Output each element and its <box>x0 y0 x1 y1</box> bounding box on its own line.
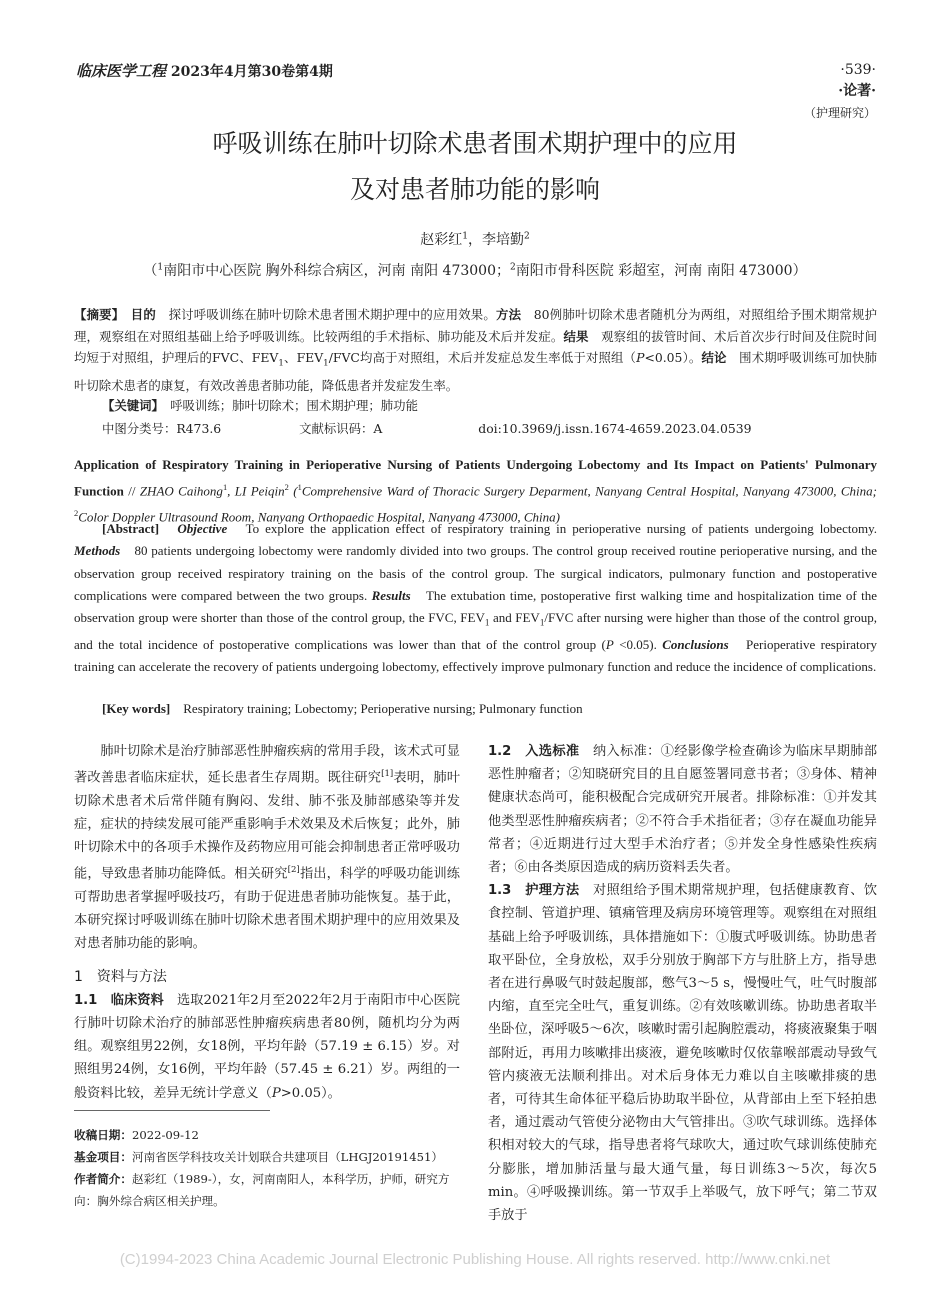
received-label: 收稿日期： <box>74 1128 132 1142</box>
article-title-line1: 呼吸训练在肺叶切除术患者围术期护理中的应用 <box>212 129 738 158</box>
intro-text: 肺叶切除术是治疗肺部恶性肿瘤疾病的常用手段，该术式可显著改善患者临床症状，延长患者生存周期。既往研究 <box>74 744 460 786</box>
english-keywords-text: Respiratory training; Lobectomy; Perioperative nursing; Pulmonary function <box>183 701 583 716</box>
english-conclusion: Perioperative respiratory training can accelerate the recovery of patients undergoing lobectomy, effectively improve pulmonary function and reduce the incidence of complications. <box>74 637 877 675</box>
affil-1: 南阳市中心医院 胸外科综合病区，河南 南阳 473000； <box>163 263 510 279</box>
english-methods: 80 patients undergoing lobectomy were randomly divided into two groups. The control group received routine perioperative nursing, and the observation group received respiratory training on the basis of the control group. The surgical indicators, pulmonary function and postoperative complications were compared between the two groups. <box>74 543 877 603</box>
keywords-text: 呼吸训练；肺叶切除术；围术期护理；肺功能 <box>170 398 418 413</box>
author-sup: 1 <box>462 231 468 242</box>
article-title-line2: 及对患者肺功能的影响 <box>349 175 600 204</box>
doc-code-label: 文献标识码： <box>299 421 374 436</box>
english-affil-sup: 2 <box>74 508 79 519</box>
english-author-sup: 1 <box>222 482 228 492</box>
abstract-cn <box>74 304 877 396</box>
received-date: 2022-09-12 <box>131 1128 199 1142</box>
english-affil-open: ( <box>288 483 298 499</box>
p-symbol: P <box>605 637 614 653</box>
subsection-label: 1.2 入选标准 <box>488 744 580 759</box>
doi: doi:10.3969/j.issn.1674-4659.2023.04.0539 <box>478 421 752 436</box>
section-1-3 <box>488 879 877 1227</box>
author-sup: 2 <box>524 231 530 242</box>
english-author-sup: 2 <box>284 482 289 492</box>
subsection-text: 纳入标准：①经影像学检查确诊为临床早期肺部恶性肿瘤者；②知晓研究目的且自愿签署同意书者；③身体、精神健康状态尚可，能积极配合完成研究开展者。排除标准：①并发其他类型恶性肿瘤疾病者；②不符合手术指征者；③存在凝血功能异常者；④近期进行过大型手术治疗者；⑤并发全身性感染性疾病者；⑥由各类原因造成的病历资料丢失者。 <box>488 744 878 876</box>
english-results: and FEV <box>489 610 540 626</box>
subsection-label: 1.1 临床资料 <box>74 992 164 1008</box>
english-keywords-label: [Key words] <box>102 701 171 716</box>
page-number: ·539· <box>840 62 876 78</box>
results-text: 、FEV <box>283 350 324 365</box>
affiliations <box>0 260 950 280</box>
fund-text: 河南省医学科技攻关计划联合共建项目（LHGJ20191451） <box>131 1150 443 1164</box>
author-name: 赵彩红 <box>420 232 463 248</box>
english-objective-label: Objective <box>177 521 228 536</box>
subsection-text: 对照组给予围术期常规护理，包括健康教育、饮食控制、管道护理、镇痛管理及病房环境管理等。观察组在对照组基础上给予呼吸训练，具体措施如下：①腹式呼吸训练。协助患者取平卧位，全身放松，双手分别放于胸部下方与肚脐上方，指导患者在进行鼻吸气时鼓起腹部，憋气3～5 s，慢慢吐气，吐气时腹部内缩，直至完全吐气，重复训练。②有效咳嗽训练。协助患者取半坐卧位，深呼吸5～6次，咳嗽时需引起胸腔震动，将痰液聚集于咽部附近，再用力咳嗽排出痰液，避免咳嗽时仅依靠喉部震动导致气管内痰液无法顺利排出。对术后身体无力难以自主咳嗽排痰的患者，可待其生命体征平稳后协助取半卧位，从背部由上至下轻拍患者，通过震动气管使分泌物由大气管排出。③吹气球训练。选择体积相对较大的气球，指导患者将气球吹大，通过吹气球训练使肺充分膨胀，增加肺活量与最大通气量，每日训练3～5次，每次5 min。④呼吸操训练。第一节双手上举吸气，放下呼气；第二节双手放于 <box>488 883 878 1224</box>
results-label: 结果 <box>563 328 589 344</box>
methods-text: 80例肺叶切除术患者随机分为两组，对照组给予围术期常规护理，观察组在对照组基础上给予呼吸训练。比较两组的手术指标、肺功能及术后并发症。 <box>74 307 877 344</box>
journal-header <box>76 60 333 81</box>
english-author: , LI Peiqin <box>227 483 285 499</box>
author-bio: 赵彩红（1989-），女，河南南阳人，本科学历，护师，研究方向：胸外综合病区相关护理。 <box>74 1172 450 1208</box>
english-affil: Comprehensive Ward of Thoracic Surgery Deparment, Nanyang Central Hospital, Nanyang 473000, China; <box>301 483 877 499</box>
fund-label: 基金项目： <box>74 1150 132 1164</box>
right-column <box>488 740 877 1227</box>
objective-label: 目的 <box>130 307 156 322</box>
english-title: Application of Respiratory Training in Perioperative Nursing of Patients Undergoing Lobectomy and Its Impact on Patients' Pulmonary Function <box>74 457 877 499</box>
abstract-label: 【摘要】 <box>74 307 119 322</box>
doc-code-value: A <box>373 421 383 436</box>
keywords-cn <box>102 396 418 414</box>
results-text: 观察组的拔管时间、术后首次步行时间及住院时间均短于对照组，护理后的FVC、FEV <box>74 328 878 365</box>
p-symbol: P <box>636 350 645 365</box>
p-symbol: P <box>271 1085 281 1101</box>
citation: [2] <box>287 865 300 876</box>
results-text: <0.05）。 <box>644 350 702 365</box>
clc-label: 中图分类号： <box>102 421 177 436</box>
objective-text: 探讨呼吸训练在肺叶切除术患者围术期护理中的应用效果。 <box>168 307 496 322</box>
english-keywords <box>102 698 583 717</box>
keywords-label: 【关键词】 <box>102 398 158 413</box>
subscript: 1 <box>323 358 329 369</box>
affil-sup: 1 <box>157 262 164 273</box>
english-affil: Color Doppler Ultrasound Room, Nanyang Orthopaedic Hospital, Nanyang 473000, China) <box>78 509 560 525</box>
section-1-1 <box>74 989 460 1105</box>
clc-value: R473.6 <box>176 421 222 436</box>
authors: 赵彩红$^1$，李培勤$^2$ <box>420 231 530 248</box>
author-name: 李培勤 <box>482 232 524 248</box>
classification-row <box>102 419 862 437</box>
affil-2: 南阳市骨科医院 彩超室，河南 南阳 473000） <box>515 263 807 279</box>
left-column <box>74 740 460 1105</box>
subsection-text: 选取2021年2月至2022年2月于南阳市中心医院行肺叶切除术治疗的肺部恶性肿瘤疾病患者80例，随机均分为两组。观察组男22例，女18例，平均年龄（57.19 ± 6.15）岁。对照组男24例，女16例，平均年龄（57.45 ± 6.21）岁。两组的一般资料比较，差异无统计学意义（ <box>74 992 460 1101</box>
section-heading: 1 资料与方法 <box>74 968 167 985</box>
subscript: 1 <box>278 358 284 369</box>
footnote-rule <box>74 1110 270 1111</box>
intro-text: 表明，肺叶切除术患者术后常伴随有胸闷、发绀、肺不张及肺部感染等并发症，症状的持续发展可能严重影响手术效果及术后恢复；此外，肺叶切除术中的各项手术操作及药物应用可能会抑制患者正常呼吸功能，导致患者肺功能降低。相关研究 <box>74 770 461 882</box>
methods-label: 方法 <box>496 307 522 322</box>
subscript: 1 <box>539 617 545 628</box>
intro-paragraph <box>74 740 460 956</box>
footnote <box>74 1124 460 1212</box>
english-author: ZHAO Caihong <box>139 483 223 499</box>
column-label: ·论著· <box>838 83 876 99</box>
english-affil-sup: 1 <box>297 482 302 492</box>
journal-issue: 2023年4月第30卷第4期 <box>170 64 333 80</box>
journal-name: 临床医学工程 <box>76 62 167 80</box>
subsection-text: >0.05）。 <box>280 1085 341 1101</box>
english-objective: To explore the application effect of respiratory training in perioperative nursing of patients undergoing lobectomy. <box>245 521 877 536</box>
author-bio-label: 作者简介： <box>74 1172 132 1186</box>
conclusion-label: 结论 <box>701 350 727 365</box>
english-conclusion-label: Conclusions <box>662 637 729 653</box>
affil-open: （ <box>143 263 158 279</box>
affil-sup: 2 <box>510 262 516 273</box>
citation: [1] <box>381 769 394 780</box>
english-results: /FVC after nursing were higher than those of the control group, and the total incidence of postoperative complications was lower than that of the control group ( <box>74 610 877 653</box>
english-methods-label: Methods <box>74 543 121 559</box>
byline-sep: // <box>123 483 140 499</box>
english-abstract <box>74 518 877 679</box>
english-abstract-label: [Abstract] <box>102 521 160 536</box>
english-results: <0.05). <box>613 637 657 653</box>
english-results: The extubation time, postoperative first walking time and hospitalization time of the observation group were shorter than those of the control group, the FVC, FEV <box>74 587 878 626</box>
subscript: 1 <box>484 617 490 628</box>
conclusion-text: 围术期呼吸训练可加快肺叶切除术患者的康复，有效改善患者肺功能，降低患者并发症发生率。 <box>74 350 878 393</box>
section-1-2 <box>488 740 877 879</box>
english-results-label: Results <box>371 587 411 603</box>
copyright-watermark: (C)1994-2023 China Academic Journal Electronic Publishing House. All rights reserved. http://www.cnki.net <box>119 1251 831 1268</box>
subsection-label: 1.3 护理方法 <box>488 883 580 899</box>
column-sublabel: （护理研究） <box>803 106 876 120</box>
results-text: /FVC均高于对照组，术后并发症总发生率低于对照组（ <box>328 350 637 365</box>
intro-text: 指出，科学的呼吸功能训练可帮助患者掌握呼吸技巧，有助于促进患者肺功能恢复。基于此，本研究探讨呼吸训练在肺叶切除术患者围术期护理中的应用效果及对患者肺功能的影响。 <box>74 866 460 952</box>
